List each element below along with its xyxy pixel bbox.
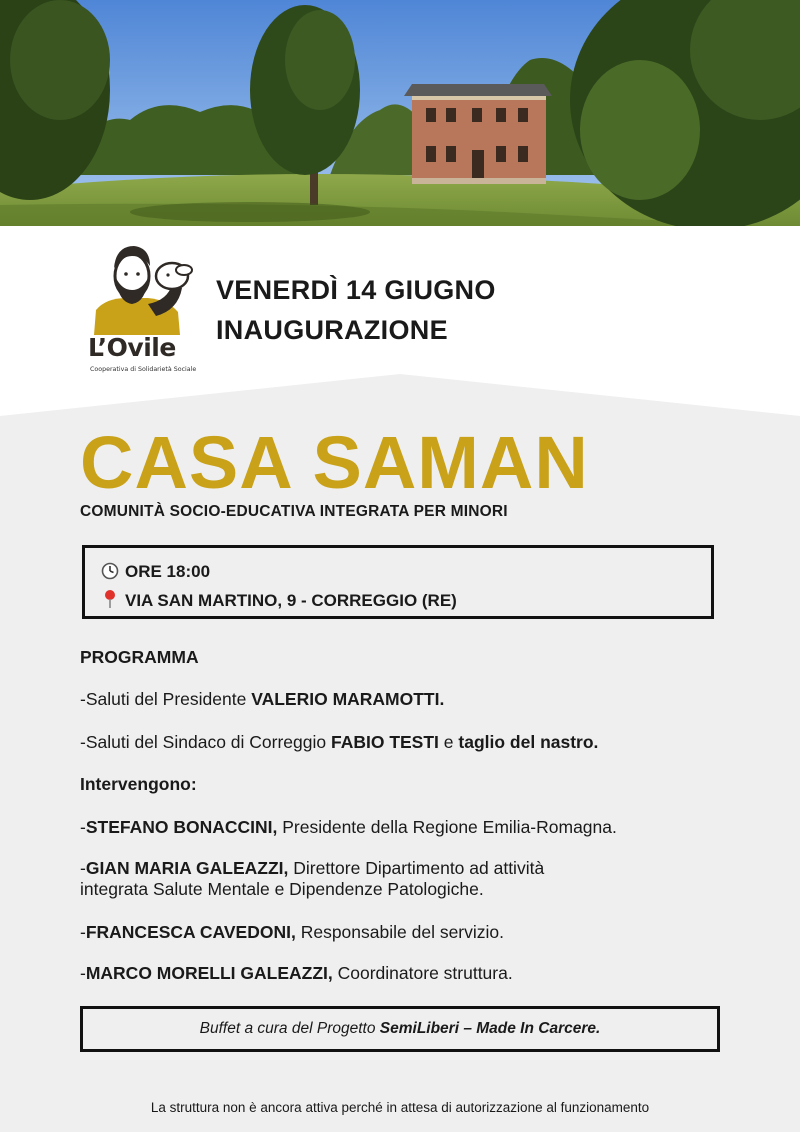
speaker-4 xyxy=(80,963,513,984)
speakers-heading: Intervengono: xyxy=(80,774,197,794)
shepherd-with-sheep-icon xyxy=(86,240,198,335)
event-time-row xyxy=(101,562,210,582)
event-place: VIA SAN MARTINO, 9 - CORREGGIO (RE) xyxy=(125,591,457,610)
event-info-box xyxy=(82,545,714,619)
event-type: INAUGURAZIONE xyxy=(216,315,448,345)
page-subtitle: COMUNITÀ SOCIO-EDUCATIVA INTEGRATA PER MINORI xyxy=(80,503,508,520)
buffet-text: Buffet a cura del Progetto xyxy=(199,1020,380,1037)
logo-wordmark: L’Ovile xyxy=(88,333,176,362)
event-place-row xyxy=(101,589,457,611)
speaker-2-dash: - xyxy=(80,858,86,878)
buffet-project: SemiLiberi – Made In Carcere. xyxy=(379,1020,601,1037)
event-time: ORE 18:00 xyxy=(125,562,211,581)
speaker-2 xyxy=(80,858,544,879)
program-item-1-name: VALERIO MARAMOTTI. xyxy=(251,689,445,709)
speaker-4-role: Coordinatore struttura. xyxy=(332,963,513,983)
speaker-3-name: FRANCESCA CAVEDONI, xyxy=(85,922,296,942)
speaker-3-dash: - xyxy=(80,922,86,942)
event-date: VENERDÌ 14 GIUGNO xyxy=(216,275,496,305)
speaker-2-role: Direttore Dipartimento ad attività xyxy=(288,858,545,878)
speaker-3 xyxy=(80,922,504,943)
footer-note: La struttura non è ancora attiva perché in attesa di autorizzazione al funzionamento xyxy=(150,1100,650,1115)
program-item-2-conj: e xyxy=(438,732,459,752)
logo-tagline: Cooperativa di Solidarietà Sociale xyxy=(90,366,197,373)
speaker-2-role-continued: integrata Salute Mentale e Dipendenze Patologiche. xyxy=(80,879,484,899)
map-pin-icon xyxy=(101,589,121,607)
program-item-2-text: -Saluti del Sindaco di Correggio xyxy=(80,732,331,752)
speaker-4-name: MARCO MORELLI GALEAZZI, xyxy=(85,963,333,983)
clock-icon xyxy=(101,562,121,580)
program-item-1-text: -Saluti del Presidente xyxy=(80,689,252,709)
buffet-box xyxy=(80,1006,720,1052)
program-item-2-name: FABIO TESTI xyxy=(330,732,439,752)
speaker-2-name: GIAN MARIA GALEAZZI, xyxy=(85,858,289,878)
program-item-1 xyxy=(80,689,444,710)
speaker-4-dash: - xyxy=(80,963,86,983)
page-title: CASA SAMAN xyxy=(80,421,589,504)
program-item-2-ribbon: taglio del nastro. xyxy=(458,732,599,752)
hero-photo xyxy=(0,0,800,228)
speaker-1-dash: - xyxy=(80,817,86,837)
speaker-1-name: STEFANO BONACCINI, xyxy=(85,817,278,837)
speaker-1-role: Presidente della Regione Emilia-Romagna. xyxy=(277,817,617,837)
program-item-2 xyxy=(80,732,598,753)
program-heading: PROGRAMMA xyxy=(80,647,199,667)
speaker-3-role: Responsabile del servizio. xyxy=(295,922,505,942)
speaker-1 xyxy=(80,817,617,838)
ovile-logo xyxy=(86,240,198,380)
